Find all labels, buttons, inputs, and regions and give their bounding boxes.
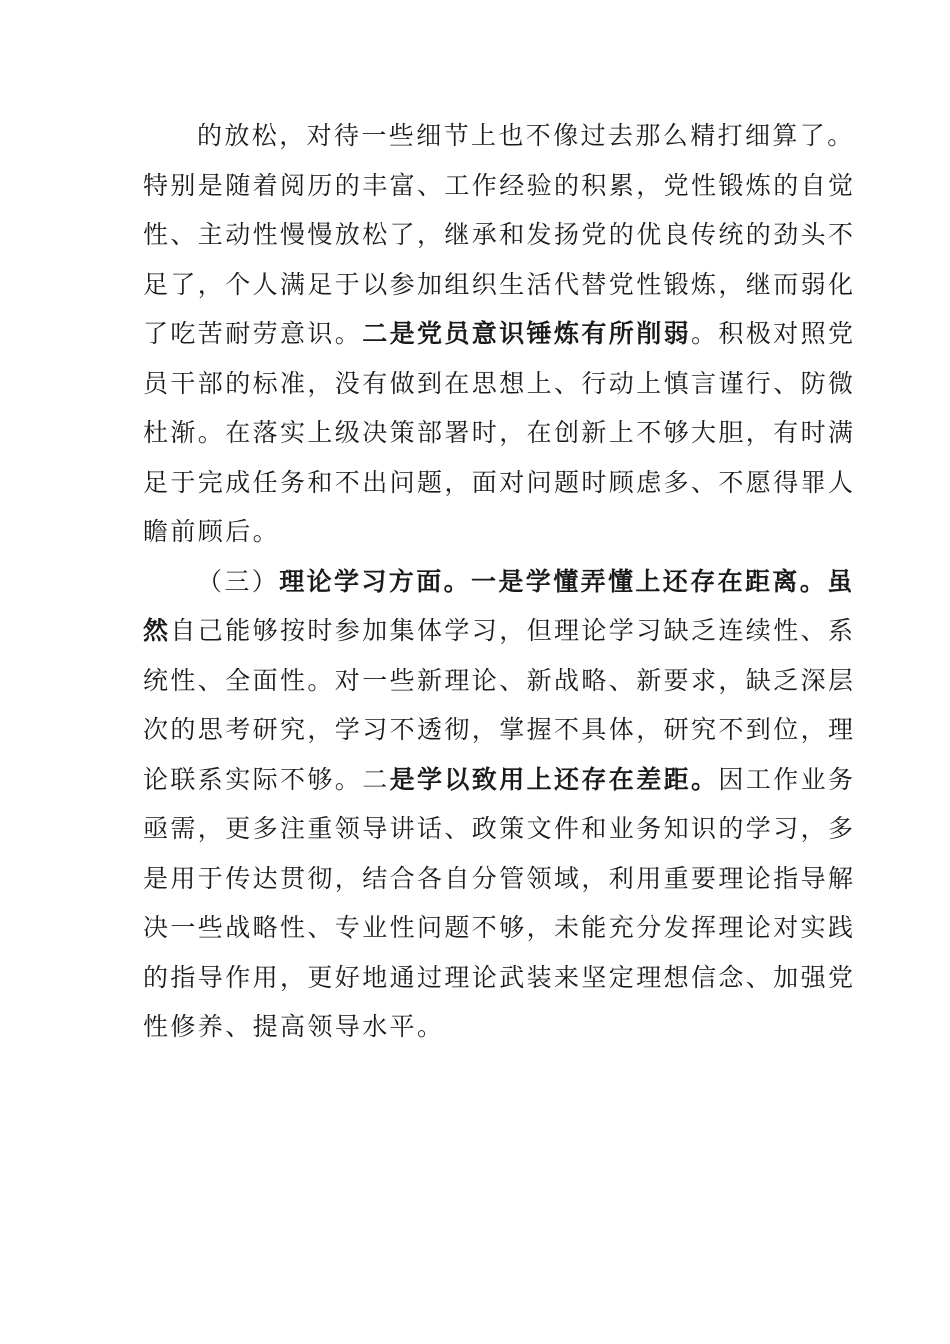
text-line xyxy=(143,458,856,508)
text-line xyxy=(143,953,856,1003)
text-segment: 员干部的标准，没有做到在思想上、行动上慎言谨行、防微 xyxy=(143,368,856,398)
text-line xyxy=(143,854,856,904)
text-segment: 自己能够按时参加集体学习，但理论学习缺乏连续性、系 xyxy=(170,616,856,645)
text-segment: 性、主动性慢慢放松了，继承和发扬党的优良传统的劲头不 xyxy=(143,220,856,249)
text-segment: 论联系实际不够。二 xyxy=(143,764,390,794)
text-line xyxy=(143,359,856,409)
text-segment: 杜渐。在落实上级决策部署时，在创新上不够大胆，有时满 xyxy=(143,418,856,447)
text-segment: 特别是随着阅历的丰富、工作经验的积累，党性锻炼的自觉 xyxy=(143,170,856,200)
bold-text-segment: 二是党员意识锤炼有所削弱 xyxy=(362,319,692,348)
text-segment: 统性、全面性。对一些新理论、新战略、新要求，缺乏深层 xyxy=(143,665,856,695)
text-line xyxy=(143,656,856,706)
text-segment: 决一些战略性、专业性问题不够，未能充分发挥理论对实践 xyxy=(143,913,856,942)
text-segment: 因工作业务 xyxy=(718,764,856,794)
text-segment: 足了，个人满足于以参加组织生活代替党性锻炼，继而弱化 xyxy=(143,269,856,299)
text-line xyxy=(143,111,855,161)
text-segment: 。积极对照党 xyxy=(691,319,856,348)
text-line xyxy=(143,903,856,953)
text-segment: 足于完成任务和不出问题，面对问题时顾虑多、不愿得罪人 xyxy=(143,467,856,497)
text-line xyxy=(143,606,856,656)
text-line xyxy=(143,161,856,211)
text-segment: 的放松，对待一些细节上也不像过去那么精打细算了。 xyxy=(197,121,855,150)
text-line xyxy=(143,309,856,359)
text-segment: 次的思考研究，学习不透彻，掌握不具体，研究不到位，理 xyxy=(143,715,856,744)
text-line xyxy=(143,804,856,854)
text-line xyxy=(143,1002,823,1052)
bold-text-segment: 理论学习方面。一是学懂弄懂上还存在距离。虽 xyxy=(279,566,855,596)
text-segment: 了吃苦耐劳意识。 xyxy=(143,319,363,348)
bold-text-segment: 是学以致用上还存在差距。 xyxy=(389,764,719,794)
text-segment: 的指导作用，更好地通过理论武装来坚定理想信念、加强党 xyxy=(143,962,856,992)
text-line xyxy=(143,210,856,260)
bold-text-segment: 然 xyxy=(143,616,171,645)
text-line xyxy=(143,507,823,557)
text-segment: 性修养、提高领导水平。 xyxy=(143,1012,445,1041)
text-segment: 亟需，更多注重领导讲话、政策文件和业务知识的学习，多 xyxy=(143,814,856,843)
text-line xyxy=(143,260,856,310)
text-line xyxy=(143,408,856,458)
text-segment: 瞻前顾后。 xyxy=(143,517,281,546)
text-line xyxy=(143,755,856,805)
text-segment: 是用于传达贯彻，结合各自分管领域，利用重要理论指导解 xyxy=(143,863,856,893)
text-line xyxy=(143,557,855,607)
body-text xyxy=(143,111,856,1052)
text-segment: （三） xyxy=(197,566,280,596)
text-line xyxy=(143,705,856,755)
